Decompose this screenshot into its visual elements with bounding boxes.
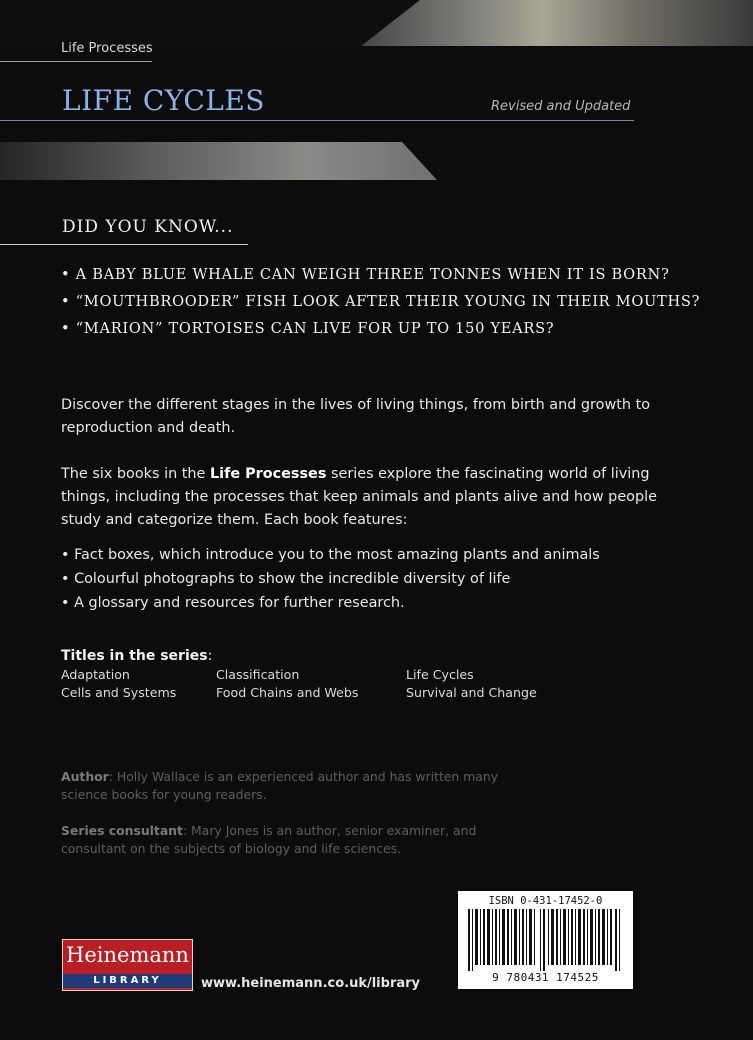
feature-item: • A glossary and resources for further research. <box>61 595 405 611</box>
logo-sub: LIBRARY <box>93 975 162 986</box>
fact-item: • “MOUTHBROODER” FISH LOOK AFTER THEIR YOUNG IN THEIR MOUTHS? <box>61 293 701 310</box>
fact-list <box>61 264 700 345</box>
series-titles-colon: : <box>207 648 213 664</box>
series-paragraph <box>61 463 671 532</box>
series-title-item: Classification <box>216 667 300 682</box>
barcode <box>458 891 633 989</box>
author-credit <box>61 768 531 804</box>
feature-list <box>61 543 600 615</box>
consultant-label: Series consultant <box>61 823 183 838</box>
publisher-url[interactable]: www.heinemann.co.uk/library <box>201 976 421 991</box>
title-rule <box>0 120 634 121</box>
series-title-item: Adaptation <box>61 667 130 682</box>
series-title-item: Life Cycles <box>406 667 474 682</box>
feature-item: • Colourful photographs to show the incredible diversity of life <box>61 571 511 587</box>
series-name: Life Processes <box>209 466 327 482</box>
fact-item: • “MARION” TORTOISES CAN LIVE FOR UP TO 150 YEARS? <box>61 320 555 337</box>
barcode-bars-icon <box>464 909 627 971</box>
logo-name: Heinemann <box>66 943 189 967</box>
feature-item: • Fact boxes, which introduce you to the most amazing plants and animals <box>61 547 600 563</box>
top-banner-shadow <box>0 0 420 46</box>
series-paragraph-end: series explore the fascinating world of living things, including the processes that keep animals and plants alive and how people study and categorize them. Each book features: <box>61 466 657 528</box>
consultant-credit <box>61 822 531 858</box>
series-titles-grid <box>61 667 621 701</box>
intro-paragraph: Discover the different stages in the lives of living things, from birth and growth to reproduction and death. <box>61 397 651 436</box>
did-you-know-heading: DID YOU KNOW... <box>62 217 234 237</box>
consultant-text: : Mary Jones is an author, senior examiner, and consultant on the subjects of biology and life sciences. <box>61 823 477 856</box>
series-title-item: Survival and Change <box>406 685 537 700</box>
did-you-know-rule <box>0 244 248 245</box>
series-title-item: Food Chains and Webs <box>216 685 359 700</box>
series-label: Life Processes <box>61 41 153 56</box>
edition-label: Revised and Updated <box>491 99 631 114</box>
series-paragraph-start: The six books in the <box>61 466 210 482</box>
fact-item: • A BABY BLUE WHALE CAN WEIGH THREE TONNES WHEN IT IS BORN? <box>61 266 670 283</box>
series-titles-heading <box>61 648 212 664</box>
series-titles-heading-text: Titles in the series <box>61 648 208 664</box>
barcode-digits: 9 780431 174525 <box>492 971 599 984</box>
series-rule <box>0 61 152 62</box>
book-title: LIFE CYCLES <box>62 84 265 117</box>
series-title-item: Cells and Systems <box>61 685 177 700</box>
decorative-band <box>0 142 437 180</box>
isbn-text: ISBN 0-431-17452-0 <box>488 895 603 907</box>
author-label: Author <box>61 769 109 784</box>
author-text: : Holly Wallace is an experienced author and has written many science books for young readers. <box>61 769 499 802</box>
heinemann-logo <box>62 939 193 991</box>
